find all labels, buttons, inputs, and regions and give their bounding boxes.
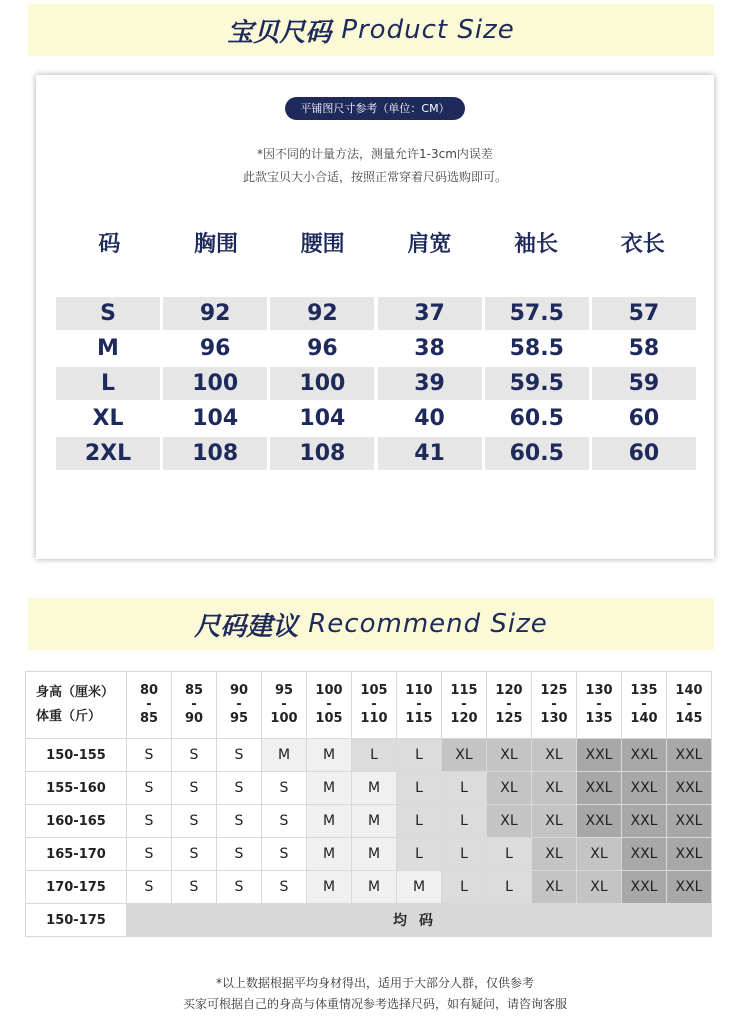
size-suggestion: XL [487, 805, 532, 838]
height-range: 150-175 [26, 904, 127, 937]
size-cell: 92 [270, 297, 374, 330]
size-suggestion: S [172, 871, 217, 904]
product-size-banner [28, 4, 714, 56]
weight-range-part: 145 [675, 711, 703, 726]
product-size-title-en: Product Size [341, 15, 515, 45]
weight-range [262, 672, 307, 739]
size-cell: 104 [192, 406, 239, 431]
size-cell: 38 [414, 336, 445, 361]
size-suggestion: S [127, 772, 172, 805]
weight-range-part: 135 [630, 683, 658, 698]
size-suggestion: XL [532, 739, 577, 772]
weight-range [487, 672, 532, 739]
size-suggestion: XL [487, 739, 532, 772]
size-suggestion: L [442, 871, 487, 904]
height-row [26, 871, 712, 904]
size-suggestion: L [487, 838, 532, 871]
size-suggestion: XL [577, 871, 622, 904]
size-suggestion: L [352, 739, 397, 772]
size-cell: 108 [163, 437, 267, 470]
size-cell: L [56, 367, 160, 400]
size-suggestion: S [127, 805, 172, 838]
size-suggestion: L [442, 838, 487, 871]
size-suggestion: XL [532, 838, 577, 871]
size-suggestion: S [172, 838, 217, 871]
footer-note-2: 买家可根据自己的身高与体重情况参考选择尺码，如有疑问，请咨询客服 [182, 997, 567, 1011]
weight-range-part: - [416, 697, 422, 712]
weight-range-part: 95 [274, 683, 294, 698]
weight-range-part: 125 [495, 711, 523, 726]
weight-range-part: - [281, 697, 287, 712]
size-suggestion: M [307, 838, 352, 871]
size-suggestion: L [442, 805, 487, 838]
size-suggestion: XXL [622, 838, 667, 871]
size-suggestion: M [352, 805, 397, 838]
weight-range [397, 672, 442, 739]
height-row [26, 805, 712, 838]
size-suggestion: M [352, 772, 397, 805]
weight-range [307, 672, 352, 739]
weight-range-part: - [551, 697, 557, 712]
size-cell: S [56, 297, 160, 330]
size-suggestion: S [262, 805, 307, 838]
weight-range-part: 115 [405, 711, 433, 726]
size-suggestion: XXL [577, 739, 622, 772]
weight-range-part: - [236, 697, 242, 712]
size-suggestion: S [127, 871, 172, 904]
weight-range [442, 672, 487, 739]
size-suggestion: L [397, 838, 442, 871]
height-range: 165-170 [26, 838, 127, 871]
size-suggestion: XXL [577, 805, 622, 838]
weight-range-part: 140 [675, 683, 703, 698]
size-cell: 100 [270, 367, 374, 400]
weight-range-part: 120 [495, 683, 523, 698]
measure-note: *因不同的计量方法，测量允许1-3cm内误差 [257, 147, 493, 161]
size-cell: XL [92, 406, 124, 431]
size-suggestion: XL [532, 871, 577, 904]
size-cell: 59 [592, 367, 696, 400]
size-cell: 100 [163, 367, 267, 400]
size-cell: M [97, 336, 119, 361]
weight-range [172, 672, 217, 739]
fit-note: 此款宝贝大小合适，按照正常穿着尺码选购即可。 [242, 170, 507, 184]
height-range: 155-160 [26, 772, 127, 805]
size-suggestion: S [172, 772, 217, 805]
size-cell: 40 [414, 406, 445, 431]
weight-range-part: 85 [184, 683, 204, 698]
header-chest: 胸围 [194, 232, 239, 257]
weight-range-part: 90 [229, 683, 249, 698]
size-suggestion: XXL [667, 805, 712, 838]
size-suggestion: XL [577, 838, 622, 871]
size-cell: 60.5 [485, 437, 589, 470]
weight-range-part: 80 [139, 683, 159, 698]
header-sleeve: 袖长 [514, 232, 559, 257]
size-suggestion: XL [442, 739, 487, 772]
weight-range-part: 95 [229, 711, 249, 726]
size-cell: 2XL [56, 437, 160, 470]
product-size-card [36, 75, 714, 559]
weight-range-part: - [506, 697, 512, 712]
weight-range-part: 105 [360, 683, 388, 698]
size-suggestion: S [127, 838, 172, 871]
recommend-size-banner [28, 598, 714, 650]
height-label: 身高（厘米） [36, 685, 115, 700]
size-suggestion: S [217, 805, 262, 838]
recommend-table [25, 671, 712, 937]
weight-range [622, 672, 667, 739]
size-cell: 108 [270, 437, 374, 470]
size-cell: 92 [163, 297, 267, 330]
size-suggestion: XXL [622, 805, 667, 838]
header-size: 码 [98, 232, 121, 257]
weight-range-part: 100 [270, 711, 298, 726]
size-cell: 96 [199, 336, 231, 361]
weight-range-part: - [371, 697, 377, 712]
size-cell: 37 [378, 297, 482, 330]
size-suggestion: S [127, 739, 172, 772]
size-suggestion: M [307, 805, 352, 838]
weight-range-part: - [146, 697, 152, 712]
weight-range-part: - [641, 697, 647, 712]
size-table-header [56, 227, 696, 258]
recommend-size-title-zh: 尺码建议 [194, 611, 299, 642]
size-cell: 57.5 [485, 297, 589, 330]
size-cell: 104 [299, 406, 346, 431]
size-cell: 60 [592, 437, 696, 470]
size-cell: 41 [378, 437, 482, 470]
size-suggestion: XXL [667, 739, 712, 772]
weight-label: 体重（斤） [36, 709, 102, 724]
weight-range-part: - [596, 697, 602, 712]
size-suggestion: XXL [667, 838, 712, 871]
height-row [26, 838, 712, 871]
size-row [56, 367, 696, 400]
unit-pill: 平铺图尺寸参考（单位：CM） [285, 97, 465, 120]
weight-header-row [26, 672, 712, 739]
size-cell: 59.5 [485, 367, 589, 400]
size-suggestion: XXL [622, 739, 667, 772]
size-suggestion: M [307, 871, 352, 904]
size-suggestion: S [217, 838, 262, 871]
size-suggestion: XL [532, 772, 577, 805]
recommend-size-title-en: Recommend Size [308, 609, 548, 639]
weight-range-part: 90 [184, 711, 204, 726]
weight-range-part: 130 [585, 683, 613, 698]
weight-range [352, 672, 397, 739]
size-suggestion: M [307, 772, 352, 805]
size-suggestion: XL [487, 772, 532, 805]
size-suggestion: S [262, 871, 307, 904]
weight-range-part: 130 [540, 711, 568, 726]
weight-range-part: 135 [585, 711, 613, 726]
size-cell: 96 [307, 336, 338, 361]
weight-range-part: 85 [139, 711, 159, 726]
weight-range-part: - [686, 697, 692, 712]
product-size-title-zh: 宝贝尺码 [227, 17, 332, 48]
size-suggestion: XXL [622, 772, 667, 805]
size-suggestion: L [397, 772, 442, 805]
weight-range-part: 105 [315, 711, 343, 726]
height-weight-label [26, 672, 127, 739]
free-size-cell: 均码 [127, 904, 712, 937]
weight-range-part: - [191, 697, 197, 712]
weight-range-part: 100 [315, 683, 343, 698]
size-cell: 58 [628, 336, 660, 361]
size-suggestion: XXL [577, 772, 622, 805]
size-suggestion: S [217, 871, 262, 904]
weight-range-part: 110 [360, 711, 388, 726]
size-suggestion: L [487, 871, 532, 904]
size-row [56, 437, 696, 470]
size-suggestion: S [217, 739, 262, 772]
size-suggestion: XXL [667, 772, 712, 805]
weight-range [667, 672, 712, 739]
weight-range [577, 672, 622, 739]
weight-range-part: 140 [630, 711, 658, 726]
size-row [56, 402, 696, 435]
size-row [56, 332, 696, 365]
weight-range-part: - [461, 697, 467, 712]
weight-range [217, 672, 262, 739]
height-row [26, 739, 712, 772]
size-cell: 60.5 [509, 406, 564, 431]
size-cell: 57 [592, 297, 696, 330]
size-suggestion: M [262, 739, 307, 772]
weight-range-part: - [326, 697, 332, 712]
size-cell: 60 [628, 406, 660, 431]
size-suggestion: S [217, 772, 262, 805]
weight-range [532, 672, 577, 739]
header-waist: 腰围 [300, 232, 345, 257]
size-suggestion: S [262, 772, 307, 805]
size-suggestion: M [307, 739, 352, 772]
size-suggestion: XL [532, 805, 577, 838]
size-suggestion: M [352, 871, 397, 904]
height-range: 170-175 [26, 871, 127, 904]
weight-range-part: 115 [450, 683, 478, 698]
size-suggestion: XXL [667, 871, 712, 904]
height-range: 150-155 [26, 739, 127, 772]
size-cell: 58.5 [509, 336, 564, 361]
size-suggestion: S [172, 805, 217, 838]
footer-note-1: *以上数据根据平均身材得出，适用于大部分人群，仅供参考 [215, 976, 534, 990]
size-suggestion: XXL [622, 871, 667, 904]
weight-range-part: 110 [405, 683, 433, 698]
size-suggestion: L [397, 739, 442, 772]
size-suggestion: M [352, 838, 397, 871]
free-size-row [26, 904, 712, 937]
weight-range [127, 672, 172, 739]
size-suggestion: S [172, 739, 217, 772]
size-cell: 39 [378, 367, 482, 400]
size-suggestion: M [397, 871, 442, 904]
size-suggestion: L [397, 805, 442, 838]
size-row [56, 297, 696, 330]
header-shoulder: 肩宽 [407, 232, 452, 257]
height-range: 160-165 [26, 805, 127, 838]
header-length: 衣长 [620, 232, 665, 257]
weight-range-part: 125 [540, 683, 568, 698]
size-suggestion: S [262, 838, 307, 871]
weight-range-part: 120 [450, 711, 478, 726]
size-suggestion: L [442, 772, 487, 805]
height-row [26, 772, 712, 805]
